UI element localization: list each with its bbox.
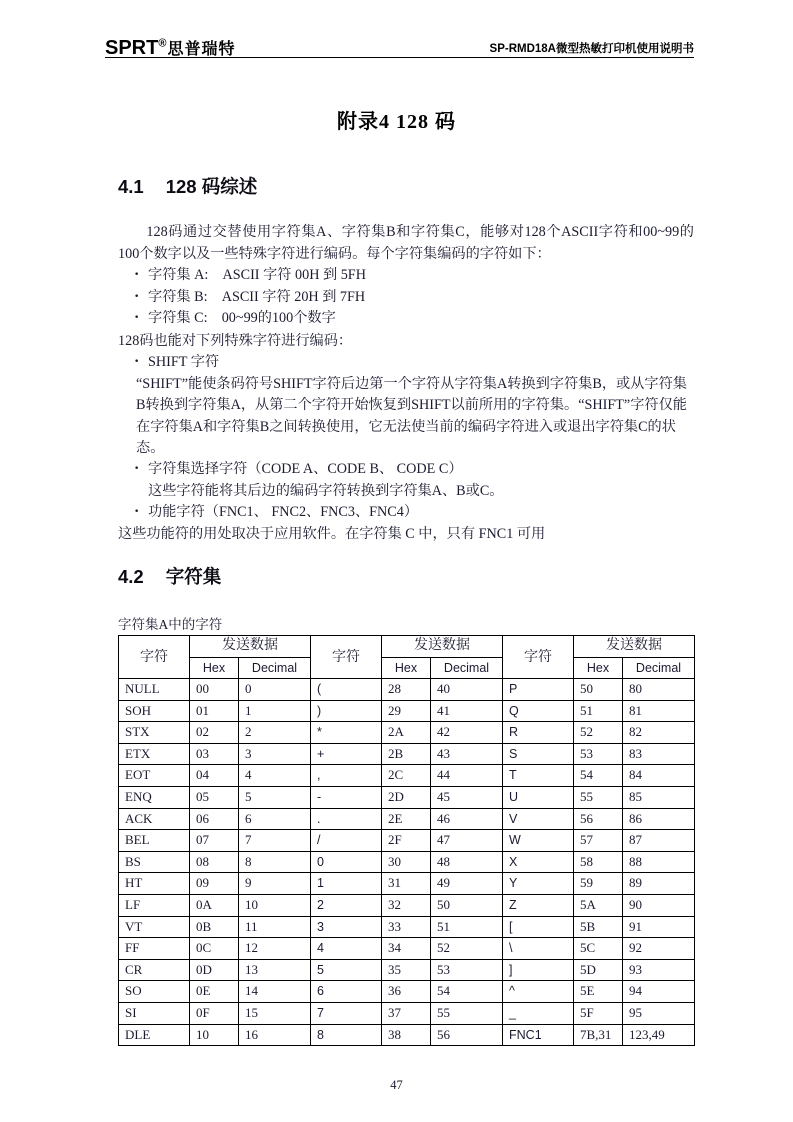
cell-decimal-2: 40 bbox=[431, 679, 503, 701]
cell-char-1: CR bbox=[119, 959, 190, 981]
cell-hex-3: 55 bbox=[574, 786, 623, 808]
cell-hex-2: 31 bbox=[382, 873, 431, 895]
table-row bbox=[119, 722, 695, 744]
cell-decimal-2: 50 bbox=[431, 894, 503, 916]
cell-hex-2: 38 bbox=[382, 1024, 431, 1046]
list-item: · 字符集 A: ASCII 字符 00H 到 5FH bbox=[118, 265, 694, 287]
cell-char-2: ( bbox=[311, 679, 382, 701]
cell-decimal-2: 55 bbox=[431, 1002, 503, 1024]
cell-hex-1: 0B bbox=[190, 916, 239, 938]
table-row bbox=[119, 916, 695, 938]
cell-char-3: U bbox=[503, 786, 574, 808]
cell-decimal-1: 6 bbox=[239, 808, 311, 830]
cell-decimal-1: 13 bbox=[239, 959, 311, 981]
table-row bbox=[119, 808, 695, 830]
cell-decimal-1: 14 bbox=[239, 981, 311, 1003]
table-row bbox=[119, 743, 695, 765]
cell-decimal-2: 45 bbox=[431, 786, 503, 808]
cell-decimal-3: 80 bbox=[623, 679, 695, 701]
cell-char-2: 1 bbox=[311, 873, 382, 895]
cell-char-3: [ bbox=[503, 916, 574, 938]
cell-decimal-1: 15 bbox=[239, 1002, 311, 1024]
cell-hex-1: 0D bbox=[190, 959, 239, 981]
cell-decimal-2: 56 bbox=[431, 1024, 503, 1046]
cell-hex-3: 59 bbox=[574, 873, 623, 895]
cell-hex-2: 35 bbox=[382, 959, 431, 981]
column-header-decimal-3: Decimal bbox=[623, 657, 695, 679]
cell-hex-3: 52 bbox=[574, 722, 623, 744]
cell-decimal-3: 123,49 bbox=[623, 1024, 695, 1046]
column-header-send-3: 发送数据 bbox=[574, 636, 695, 658]
cell-hex-2: 28 bbox=[382, 679, 431, 701]
cell-char-3: Q bbox=[503, 700, 574, 722]
running-header bbox=[105, 28, 694, 58]
cell-char-3: Z bbox=[503, 894, 574, 916]
cell-hex-2: 34 bbox=[382, 938, 431, 960]
cell-decimal-1: 5 bbox=[239, 786, 311, 808]
cell-char-1: SO bbox=[119, 981, 190, 1003]
cell-hex-1: 09 bbox=[190, 873, 239, 895]
table-row bbox=[119, 786, 695, 808]
cell-hex-1: 0F bbox=[190, 1002, 239, 1024]
cell-char-2: 4 bbox=[311, 938, 382, 960]
shift-description bbox=[118, 374, 694, 460]
cell-decimal-2: 43 bbox=[431, 743, 503, 765]
cell-decimal-1: 10 bbox=[239, 894, 311, 916]
charset-table bbox=[118, 635, 695, 1046]
section-heading-4-2 bbox=[118, 563, 221, 589]
cell-decimal-3: 87 bbox=[623, 830, 695, 852]
cell-char-1: ETX bbox=[119, 743, 190, 765]
cell-decimal-1: 11 bbox=[239, 916, 311, 938]
list-item-shift: · SHIFT 字符 bbox=[118, 352, 694, 374]
cell-char-2: 6 bbox=[311, 981, 382, 1003]
table-row bbox=[119, 981, 695, 1003]
cell-char-1: BEL bbox=[119, 830, 190, 852]
table-row bbox=[119, 1024, 695, 1046]
cell-char-1: ENQ bbox=[119, 786, 190, 808]
cell-hex-1: 04 bbox=[190, 765, 239, 787]
cell-char-1: LF bbox=[119, 894, 190, 916]
cell-char-3: T bbox=[503, 765, 574, 787]
cell-decimal-3: 95 bbox=[623, 1002, 695, 1024]
cell-hex-3: 5B bbox=[574, 916, 623, 938]
section-heading-4-1 bbox=[118, 173, 257, 199]
cell-decimal-2: 49 bbox=[431, 873, 503, 895]
cell-decimal-3: 92 bbox=[623, 938, 695, 960]
cell-hex-2: 2A bbox=[382, 722, 431, 744]
cell-char-1: EOT bbox=[119, 765, 190, 787]
cell-hex-2: 2E bbox=[382, 808, 431, 830]
table-header-row-1 bbox=[119, 636, 695, 658]
table-row bbox=[119, 765, 695, 787]
cell-decimal-2: 53 bbox=[431, 959, 503, 981]
cell-hex-1: 08 bbox=[190, 851, 239, 873]
cell-hex-1: 00 bbox=[190, 679, 239, 701]
cell-char-2: 7 bbox=[311, 1002, 382, 1024]
table-caption: 字符集A中的字符 bbox=[118, 617, 223, 632]
table-row bbox=[119, 938, 695, 960]
cell-hex-3: 57 bbox=[574, 830, 623, 852]
cell-hex-3: 7B,31 bbox=[574, 1024, 623, 1046]
brand-logo bbox=[105, 38, 235, 58]
cell-char-2: / bbox=[311, 830, 382, 852]
cell-char-2: * bbox=[311, 722, 382, 744]
cell-hex-3: 5D bbox=[574, 959, 623, 981]
paragraph-special-chars bbox=[118, 331, 694, 353]
shift-block bbox=[118, 352, 694, 460]
cell-decimal-2: 41 bbox=[431, 700, 503, 722]
section-title-4-1: 128 码综述 bbox=[165, 176, 258, 197]
cell-hex-3: 51 bbox=[574, 700, 623, 722]
table-row bbox=[119, 700, 695, 722]
cell-decimal-1: 4 bbox=[239, 765, 311, 787]
cell-hex-1: 10 bbox=[190, 1024, 239, 1046]
cell-char-2: ) bbox=[311, 700, 382, 722]
paragraph-fnc-note bbox=[118, 524, 694, 546]
cell-hex-3: 5E bbox=[574, 981, 623, 1003]
cell-decimal-3: 93 bbox=[623, 959, 695, 981]
charset-list bbox=[118, 265, 694, 330]
cell-hex-2: 29 bbox=[382, 700, 431, 722]
cell-hex-2: 2F bbox=[382, 830, 431, 852]
cell-char-2: 8 bbox=[311, 1024, 382, 1046]
cell-char-1: DLE bbox=[119, 1024, 190, 1046]
cell-hex-3: 5C bbox=[574, 938, 623, 960]
cell-char-3: Y bbox=[503, 873, 574, 895]
table-body bbox=[119, 679, 695, 1046]
table-row bbox=[119, 830, 695, 852]
paragraph-intro-text: 128码通过交替使用字符集A、字符集B和字符集C，能够对128个ASCII字符和00~99的100个数字以及一些特殊字符进行编码。每个字符集编码的字符如下： bbox=[118, 224, 694, 262]
cell-char-3: ] bbox=[503, 959, 574, 981]
table-header-row-2 bbox=[119, 657, 695, 679]
manual-title: SP-RMD18A微型热敏打印机使用说明书 bbox=[489, 43, 694, 55]
cell-char-3: FNC1 bbox=[503, 1024, 574, 1046]
list-item: · 字符集 C: 00~99的100个数字 bbox=[118, 308, 694, 330]
cell-hex-1: 05 bbox=[190, 786, 239, 808]
cell-char-1: BS bbox=[119, 851, 190, 873]
cell-char-3: \ bbox=[503, 938, 574, 960]
cell-decimal-2: 54 bbox=[431, 981, 503, 1003]
page-number: 47 bbox=[390, 1078, 403, 1092]
cell-decimal-2: 46 bbox=[431, 808, 503, 830]
list-item-function-chars: · 功能字符（FNC1、 FNC2、FNC3、FNC4） bbox=[118, 502, 694, 524]
list-item-code-select: · 字符集选择字符（CODE A、CODE B、 CODE C） bbox=[118, 459, 694, 481]
cell-char-2: 0 bbox=[311, 851, 382, 873]
cell-decimal-2: 42 bbox=[431, 722, 503, 744]
cell-decimal-3: 81 bbox=[623, 700, 695, 722]
paragraph-intro bbox=[118, 222, 694, 265]
table-row bbox=[119, 851, 695, 873]
cell-char-1: SI bbox=[119, 1002, 190, 1024]
cell-char-2: 3 bbox=[311, 916, 382, 938]
column-header-send-1: 发送数据 bbox=[190, 636, 311, 658]
cell-decimal-3: 89 bbox=[623, 873, 695, 895]
cell-char-3: X bbox=[503, 851, 574, 873]
cell-hex-1: 01 bbox=[190, 700, 239, 722]
cell-char-1: FF bbox=[119, 938, 190, 960]
cell-hex-2: 36 bbox=[382, 981, 431, 1003]
cell-decimal-3: 91 bbox=[623, 916, 695, 938]
column-header-decimal-1: Decimal bbox=[239, 657, 311, 679]
cell-hex-1: 06 bbox=[190, 808, 239, 830]
cell-char-2: + bbox=[311, 743, 382, 765]
cell-hex-3: 58 bbox=[574, 851, 623, 873]
cell-char-1: SOH bbox=[119, 700, 190, 722]
cell-hex-2: 32 bbox=[382, 894, 431, 916]
table-header bbox=[119, 636, 695, 679]
cell-decimal-1: 1 bbox=[239, 700, 311, 722]
cell-decimal-3: 84 bbox=[623, 765, 695, 787]
cell-decimal-2: 52 bbox=[431, 938, 503, 960]
cell-hex-2: 37 bbox=[382, 1002, 431, 1024]
cell-char-2: 2 bbox=[311, 894, 382, 916]
cell-char-3: W bbox=[503, 830, 574, 852]
cell-decimal-1: 7 bbox=[239, 830, 311, 852]
paragraph-fnc-note-text: 这些功能符的用处取决于应用软件。在字符集 C 中，只有 FNC1 可用 bbox=[118, 526, 546, 542]
cell-char-1: ACK bbox=[119, 808, 190, 830]
table-row bbox=[119, 1002, 695, 1024]
registered-trademark-icon: ® bbox=[158, 37, 167, 50]
column-header-char-1: 字符 bbox=[119, 636, 190, 679]
table-row bbox=[119, 873, 695, 895]
brand-chinese: 思普瑞特 bbox=[167, 41, 236, 58]
cell-char-1: HT bbox=[119, 873, 190, 895]
shift-description-text: “SHIFT”能使条码符号SHIFT字符后边第一个字符从字符集A转换到字符集B，或从字符集B转换到字符集A，从第二个字符开始恢复到SHIFT以前所用的字符集。“SHIFT”字符仅能在字符集A和字符集B之间转换使用，它无法使当前的编码字符进入或退出字符集C的状态。 bbox=[136, 375, 687, 456]
cell-hex-2: 2D bbox=[382, 786, 431, 808]
header-divider bbox=[105, 57, 694, 58]
cell-decimal-2: 47 bbox=[431, 830, 503, 852]
cell-decimal-1: 3 bbox=[239, 743, 311, 765]
cell-char-1: STX bbox=[119, 722, 190, 744]
cell-hex-3: 53 bbox=[574, 743, 623, 765]
cell-decimal-1: 2 bbox=[239, 722, 311, 744]
column-header-char-3: 字符 bbox=[503, 636, 574, 679]
column-header-decimal-2: Decimal bbox=[431, 657, 503, 679]
cell-decimal-2: 51 bbox=[431, 916, 503, 938]
cell-decimal-1: 12 bbox=[239, 938, 311, 960]
cell-char-3: P bbox=[503, 679, 574, 701]
cell-hex-3: 5A bbox=[574, 894, 623, 916]
code-select-description: 这些字符能将其后边的编码字符转换到字符集A、B或C。 bbox=[148, 482, 504, 499]
cell-char-2: . bbox=[311, 808, 382, 830]
cell-char-2: , bbox=[311, 765, 382, 787]
cell-char-3: V bbox=[503, 808, 574, 830]
cell-char-2: - bbox=[311, 786, 382, 808]
cell-decimal-2: 44 bbox=[431, 765, 503, 787]
cell-hex-2: 2B bbox=[382, 743, 431, 765]
page-title: 附录4 128 码 bbox=[337, 111, 456, 133]
section-title-4-2: 字符集 bbox=[165, 566, 222, 587]
table-row bbox=[119, 679, 695, 701]
charset-table-wrapper bbox=[118, 635, 694, 1046]
cell-decimal-3: 86 bbox=[623, 808, 695, 830]
cell-decimal-3: 85 bbox=[623, 786, 695, 808]
cell-hex-2: 30 bbox=[382, 851, 431, 873]
section-number-4-2: 4.2 bbox=[118, 566, 144, 587]
cell-hex-1: 0A bbox=[190, 894, 239, 916]
paragraph-special-chars-text: 128码也能对下列特殊字符进行编码： bbox=[118, 333, 353, 349]
cell-hex-2: 2C bbox=[382, 765, 431, 787]
cell-decimal-1: 8 bbox=[239, 851, 311, 873]
cell-hex-3: 54 bbox=[574, 765, 623, 787]
cell-hex-1: 07 bbox=[190, 830, 239, 852]
column-header-hex-3: Hex bbox=[574, 657, 623, 679]
cell-decimal-1: 16 bbox=[239, 1024, 311, 1046]
cell-char-2: 5 bbox=[311, 959, 382, 981]
cell-char-3: ^ bbox=[503, 981, 574, 1003]
cell-hex-3: 50 bbox=[574, 679, 623, 701]
cell-char-3: _ bbox=[503, 1002, 574, 1024]
column-header-char-2: 字符 bbox=[311, 636, 382, 679]
column-header-hex-1: Hex bbox=[190, 657, 239, 679]
cell-decimal-3: 90 bbox=[623, 894, 695, 916]
cell-decimal-3: 83 bbox=[623, 743, 695, 765]
cell-decimal-3: 88 bbox=[623, 851, 695, 873]
cell-hex-1: 03 bbox=[190, 743, 239, 765]
brand-latin: SPRT bbox=[105, 37, 159, 59]
column-header-send-2: 发送数据 bbox=[382, 636, 503, 658]
codeset-fnc-list bbox=[118, 459, 694, 524]
cell-hex-1: 02 bbox=[190, 722, 239, 744]
cell-hex-3: 5F bbox=[574, 1002, 623, 1024]
cell-char-3: S bbox=[503, 743, 574, 765]
table-row bbox=[119, 959, 695, 981]
section-number-4-1: 4.1 bbox=[118, 176, 144, 197]
list-item: · 字符集 B: ASCII 字符 20H 到 7FH bbox=[118, 287, 694, 309]
cell-hex-3: 56 bbox=[574, 808, 623, 830]
column-header-hex-2: Hex bbox=[382, 657, 431, 679]
cell-hex-1: 0E bbox=[190, 981, 239, 1003]
cell-decimal-3: 82 bbox=[623, 722, 695, 744]
table-row bbox=[119, 894, 695, 916]
cell-decimal-3: 94 bbox=[623, 981, 695, 1003]
cell-decimal-2: 48 bbox=[431, 851, 503, 873]
cell-char-1: NULL bbox=[119, 679, 190, 701]
cell-decimal-1: 9 bbox=[239, 873, 311, 895]
cell-char-3: R bbox=[503, 722, 574, 744]
cell-hex-2: 33 bbox=[382, 916, 431, 938]
cell-hex-1: 0C bbox=[190, 938, 239, 960]
cell-char-1: VT bbox=[119, 916, 190, 938]
cell-decimal-1: 0 bbox=[239, 679, 311, 701]
